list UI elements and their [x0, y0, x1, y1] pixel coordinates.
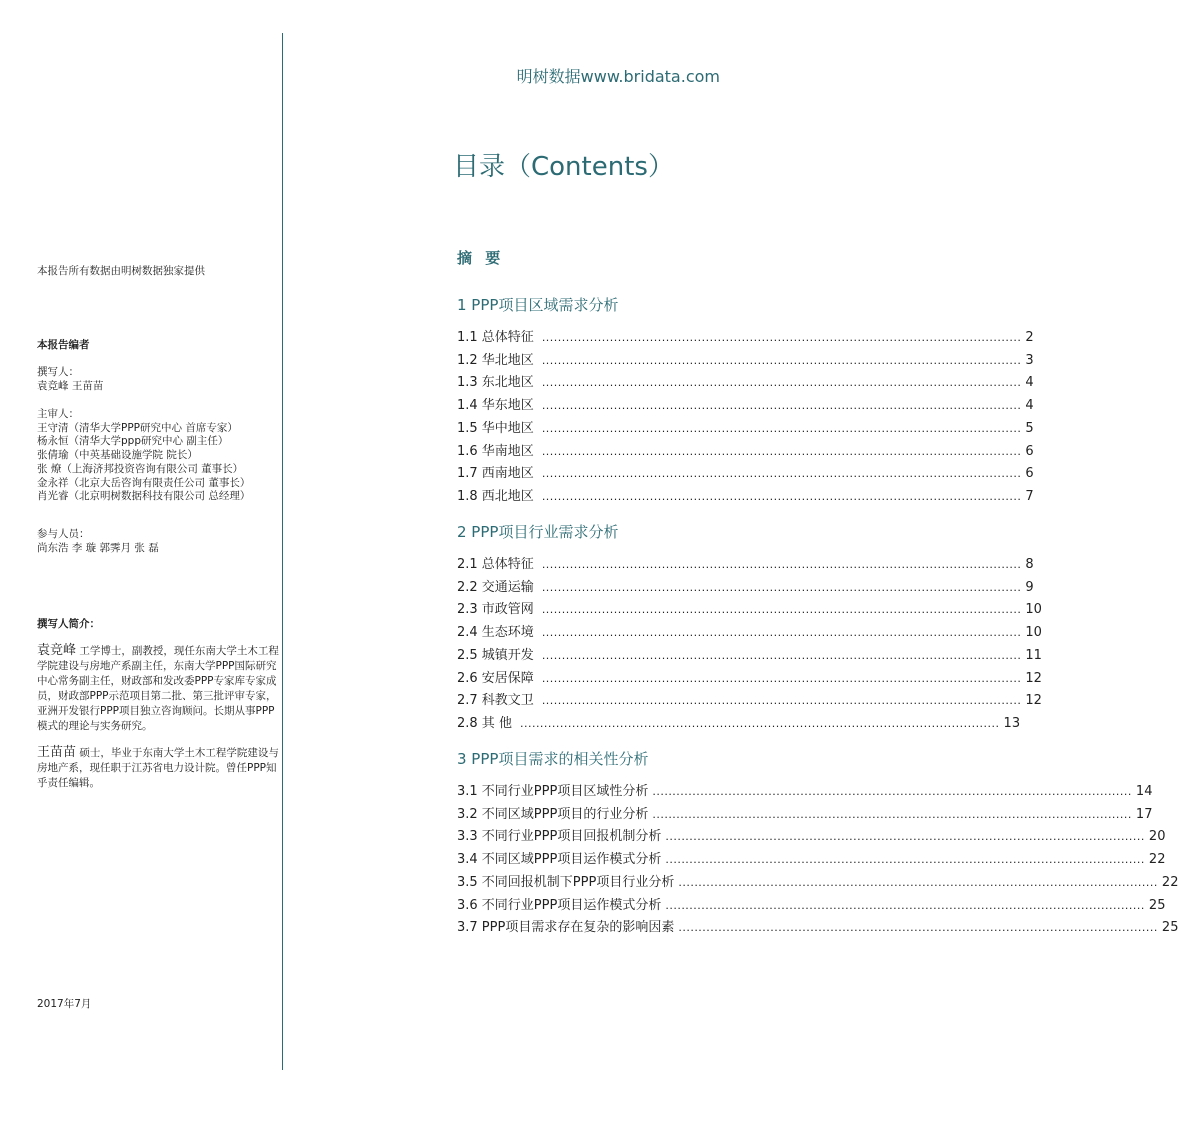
toc-entry-page: 8 — [1025, 557, 1034, 572]
vertical-divider — [282, 33, 283, 1070]
toc-entry-label: 3.3 不同行业PPP项目回报机制分析 — [457, 829, 662, 845]
participants-names: 尚东浩 李 璇 郭霁月 张 磊 — [37, 541, 159, 554]
toc-dot-leader: ........................................................................................................................ — [652, 807, 1132, 821]
reviewer-item: 张 燎（上海济邦投资咨询有限公司 董事长） — [37, 462, 244, 475]
toc-entry-label: 1.6 华南地区 — [457, 443, 534, 459]
participants-label: 参与人员： — [37, 528, 90, 540]
toc-entry-page: 7 — [1025, 488, 1034, 504]
toc-entry[interactable] — [457, 576, 1034, 595]
toc-entry[interactable] — [457, 394, 1034, 414]
toc-entry-label: 2.3 市政管网 — [457, 602, 534, 618]
toc-entry[interactable] — [457, 371, 1034, 391]
toc-entry[interactable] — [457, 803, 1153, 822]
toc-entry[interactable] — [457, 916, 1178, 936]
toc-entry-label: 2.8 其 他 — [457, 715, 512, 731]
toc-entry-page: 17 — [1135, 806, 1153, 822]
toc-dot-leader: ........................................................................................................................ — [678, 875, 1158, 889]
toc-entry-label: 3.4 不同区域PPP项目运作模式分析 — [457, 852, 662, 868]
toc-entry[interactable] — [457, 848, 1166, 868]
page-title: 目录（Contents） — [453, 152, 674, 182]
toc-entry-label: 1.7 西南地区 — [457, 466, 534, 482]
toc-dot-leader: ........................................................................................................................ — [541, 671, 1022, 685]
bio-name: 王苗苗 — [37, 745, 77, 760]
toc-entry[interactable] — [457, 485, 1034, 504]
reviewer-item: 张倩瑜（中英基础设施学院 院长） — [37, 449, 198, 462]
reviewer-item: 王守清（清华大学PPP研究中心 首席专家） — [37, 421, 238, 434]
toc-entry-label: 3.7 PPP项目需求存在复杂的影响因素 — [457, 920, 675, 936]
toc-dot-leader: ........................................................................................................................ — [541, 580, 1022, 594]
toc-entry-page: 20 — [1148, 829, 1166, 845]
toc-entry-label: 2.7 科教文卫 — [457, 693, 534, 709]
toc-dot-leader: ........................................................................................................................ — [541, 353, 1022, 367]
toc-entry-page: 5 — [1025, 420, 1034, 436]
toc-entry[interactable] — [457, 462, 1034, 482]
toc-entry-page: 22 — [1161, 874, 1178, 890]
toc-dot-leader: ........................................................................................................................ — [541, 467, 1022, 481]
toc-entry-label: 1.8 西北地区 — [457, 488, 534, 504]
writers-label: 撰写人： — [37, 366, 79, 378]
brand-website: 明树数据www.bridata.com — [516, 67, 720, 86]
report-date: 2017年7月 — [37, 998, 92, 1010]
toc-section-heading[interactable]: 3 PPP项目需求的相关性分析 — [457, 750, 649, 768]
toc-entry-page: 4 — [1025, 375, 1034, 391]
toc-entry[interactable] — [457, 644, 1042, 663]
toc-entry-page: 10 — [1025, 602, 1042, 618]
toc-summary[interactable]: 摘 要 — [457, 249, 505, 267]
toc-dot-leader: ........................................................................................................................ — [519, 716, 1000, 730]
toc-section-heading[interactable]: 2 PPP项目行业需求分析 — [457, 523, 619, 541]
toc-entry-page: 25 — [1148, 897, 1166, 913]
toc-dot-leader: ........................................................................................................................ — [665, 830, 1145, 844]
toc-entry-label: 2.4 生态环境 — [457, 625, 534, 641]
toc-dot-leader: ........................................................................................................................ — [665, 853, 1145, 867]
toc-entry-label: 3.1 不同行业PPP项目区域性分析 — [457, 784, 649, 799]
toc-entry[interactable] — [457, 417, 1034, 436]
toc-dot-leader: ........................................................................................................................ — [678, 921, 1158, 935]
toc-entry[interactable] — [457, 712, 1021, 731]
bio-text: 工学博士，副教授，现任东南大学土木工程学院建设与房地产系副主任，东南大学PPP国际研究中心常务副主任，财政部和发改委PPP专家库专家成员，财政部PPP示范项目第二批、第三批评审专家，亚洲开发银行PPP项目独立咨询顾问。长期从事PPP模式的理论与实务研究。 — [37, 645, 279, 732]
toc-dot-leader: ........................................................................................................................ — [541, 558, 1022, 571]
toc-entry-page: 4 — [1025, 398, 1034, 414]
toc-entry-page: 2 — [1025, 330, 1034, 345]
toc-dot-leader: ........................................................................................................................ — [541, 331, 1022, 344]
reviewers-block — [37, 408, 250, 504]
toc-entry-label: 3.5 不同回报机制下PPP项目行业分析 — [457, 874, 675, 890]
toc-entry-page: 11 — [1025, 647, 1042, 663]
toc-entry-page: 6 — [1025, 466, 1034, 482]
toc-entry[interactable] — [457, 825, 1166, 845]
toc-entry[interactable] — [457, 780, 1153, 799]
toc-entry-page: 12 — [1025, 670, 1042, 686]
toc-entry[interactable] — [457, 621, 1042, 641]
toc-entry-label: 1.1 总体特征 — [457, 330, 534, 345]
toc-entry[interactable] — [457, 667, 1042, 686]
toc-entry-page: 9 — [1025, 579, 1034, 595]
toc-dot-leader: ........................................................................................................................ — [541, 603, 1022, 617]
toc-entry-page: 25 — [1161, 920, 1178, 936]
toc-dot-leader: ........................................................................................................................ — [541, 626, 1022, 640]
toc-entry[interactable] — [457, 440, 1034, 459]
toc-dot-leader: ........................................................................................................................ — [541, 376, 1022, 390]
bio-wang — [37, 745, 281, 791]
toc-entry-label: 1.4 华东地区 — [457, 398, 534, 414]
bio-heading: 撰写人简介： — [37, 618, 100, 630]
writers-names: 袁竞峰 王苗苗 — [37, 379, 104, 392]
bio-text: 硕士，毕业于东南大学土木工程学院建设与房地产系，现任职于江苏省电力设计院。曾任PPP知乎责任编辑。 — [37, 747, 279, 789]
reviewer-item: 肖光睿（北京明树数据科技有限公司 总经理） — [37, 490, 251, 503]
toc-entry-page: 6 — [1025, 443, 1034, 459]
toc-dot-leader: ........................................................................................................................ — [665, 898, 1145, 912]
toc-entry[interactable] — [457, 326, 1034, 345]
data-provider-note: 本报告所有数据由明树数据独家提供 — [37, 265, 205, 277]
toc-entry-label: 3.6 不同行业PPP项目运作模式分析 — [457, 897, 662, 913]
toc-entry[interactable] — [457, 689, 1042, 709]
editors-heading: 本报告编者 — [37, 339, 90, 351]
toc-entry-page: 14 — [1135, 784, 1153, 799]
toc-entry-page: 13 — [1003, 715, 1021, 731]
toc-entry-page: 3 — [1025, 352, 1034, 368]
toc-entry[interactable] — [457, 894, 1166, 913]
writers-block — [37, 366, 103, 393]
toc-entry-page: 22 — [1148, 852, 1166, 868]
toc-entry-label: 3.2 不同区域PPP项目的行业分析 — [457, 806, 649, 822]
toc-section-heading[interactable]: 1 PPP项目区域需求分析 — [457, 296, 619, 314]
toc-entry-label: 2.6 安居保障 — [457, 670, 534, 686]
toc-entry-label: 1.3 东北地区 — [457, 375, 534, 391]
bio-name: 袁竞峰 — [37, 643, 77, 658]
reviewer-item: 金永祥（北京大岳咨询有限责任公司 董事长） — [37, 476, 251, 489]
toc-dot-leader: ........................................................................................................................ — [541, 399, 1022, 413]
toc-dot-leader: ........................................................................................................................ — [541, 648, 1022, 662]
reviewer-item: 杨永恒（清华大学ppp研究中心 副主任） — [37, 435, 229, 448]
toc-dot-leader: ........................................................................................................................ — [541, 444, 1022, 458]
toc-entry-label: 2.2 交通运输 — [457, 579, 534, 595]
toc-dot-leader: ........................................................................................................................ — [541, 694, 1022, 708]
toc-entry-label: 2.1 总体特征 — [457, 557, 534, 572]
bio-yuan — [37, 643, 281, 734]
toc-entry[interactable] — [457, 871, 1178, 890]
reviewers-label: 主审人： — [37, 408, 79, 420]
toc-entry[interactable] — [457, 349, 1034, 368]
toc-entry[interactable] — [457, 553, 1034, 572]
toc-entry-page: 10 — [1025, 625, 1042, 641]
toc-entry[interactable] — [457, 598, 1042, 618]
toc-dot-leader: ........................................................................................................................ — [652, 785, 1132, 798]
toc-entry-label: 1.2 华北地区 — [457, 352, 534, 368]
toc-entry-page: 12 — [1025, 693, 1042, 709]
toc-entry-label: 1.5 华中地区 — [457, 420, 534, 436]
participants-block — [37, 528, 159, 555]
toc-dot-leader: ........................................................................................................................ — [541, 421, 1022, 435]
toc-entry-label: 2.5 城镇开发 — [457, 647, 534, 663]
toc-dot-leader: ........................................................................................................................ — [541, 489, 1022, 503]
